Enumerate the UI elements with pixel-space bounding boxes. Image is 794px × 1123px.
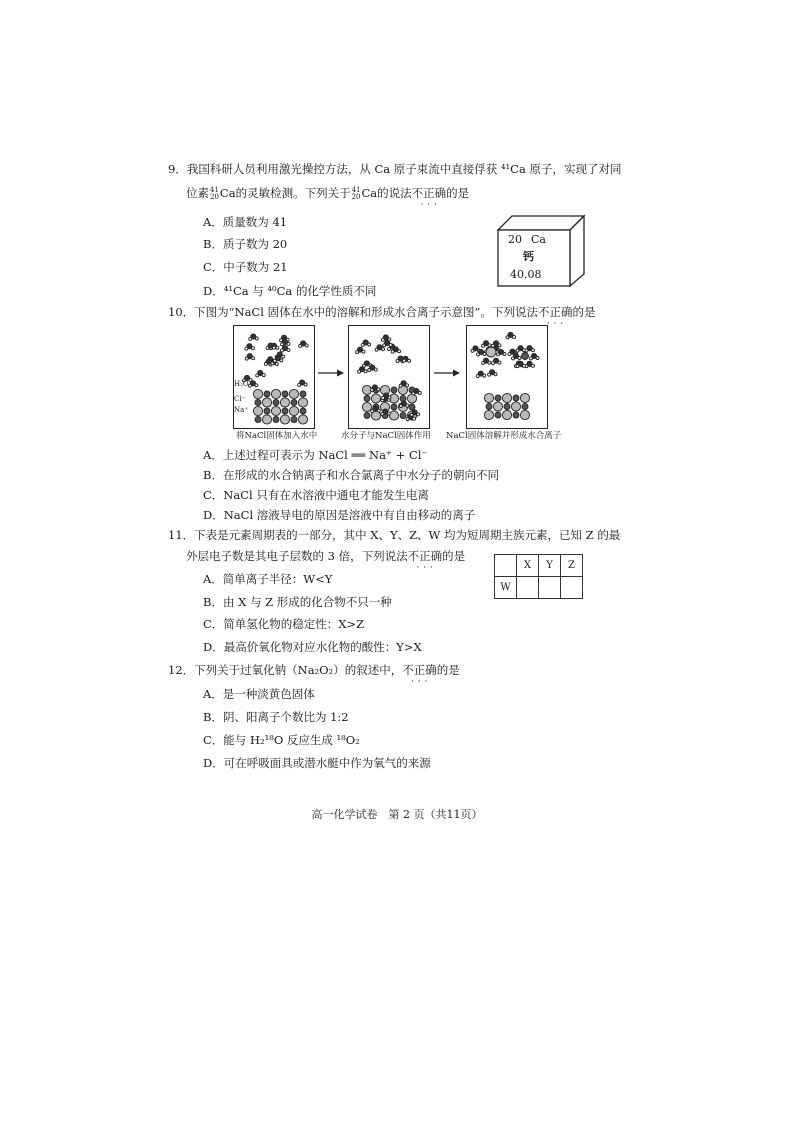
q9-stem-part-a: 位素 (186, 186, 209, 200)
water-hydrogen (497, 353, 500, 356)
water-hydrogen (262, 374, 265, 377)
water-hydrogen (492, 362, 495, 365)
q11-stem-line2 (186, 550, 465, 564)
water-hydrogen (358, 370, 361, 373)
water-hydrogen (396, 359, 399, 362)
sodium-ion (391, 404, 397, 410)
water-hydrogen (255, 384, 258, 387)
q10-option-b: B．在形成的水合钠离子和水合氯离子中水分子的朝向不同 (203, 468, 499, 482)
sodium-ion (255, 400, 261, 406)
water-hydrogen (389, 343, 392, 346)
water-hydrogen (503, 353, 506, 356)
water-hydrogen (383, 344, 386, 347)
chloride-ion (520, 393, 529, 402)
table-cell: Z (561, 555, 583, 577)
q9-stem-part-b: 的灵敏检测。下列关于 (235, 186, 351, 200)
page-footer: 高一化学试卷 第 2 页（共11页） (311, 808, 483, 821)
water-hydrogen (391, 350, 394, 353)
sodium-ion (364, 396, 370, 402)
chloride-ion (502, 410, 511, 419)
water-hydrogen (368, 368, 371, 371)
q9-stem-part-d: 的是 (446, 186, 470, 200)
nacl-panel-3 (466, 325, 548, 429)
q9-isotope-symbol: Ca (219, 186, 236, 200)
chloride-ion (289, 389, 298, 398)
q9-isotope-symbol-2: Ca (361, 186, 378, 200)
chloride-ion (280, 398, 289, 407)
water-hydrogen (482, 344, 485, 347)
water-hydrogen (266, 347, 269, 350)
q10-negation: 不正确 · · · (538, 306, 573, 320)
q11-stem-line1: 11．下表是元素周期表的一部分，其中 X、Y、Z、W 均为短周期主族元素，已知 Z 的最 (168, 528, 621, 542)
label-cl: Cl⁻ (234, 395, 246, 403)
q9-isotope-notation: 41 20 (210, 186, 219, 201)
chloride-ion (271, 389, 280, 398)
water-hydrogen (299, 344, 302, 347)
water-hydrogen (281, 343, 284, 346)
sodium-ion (255, 417, 261, 423)
q10-stem-part-b: 的是 (572, 305, 596, 319)
water-hydrogen (498, 361, 501, 364)
water-hydrogen (488, 361, 491, 364)
water-hydrogen (370, 388, 373, 391)
water-hydrogen (410, 413, 413, 416)
chloride-ion (271, 406, 280, 415)
water-hydrogen (371, 410, 374, 413)
water-hydrogen (387, 412, 390, 415)
water-hydrogen (512, 357, 515, 360)
water-hydrogen (506, 336, 509, 339)
water-hydrogen (508, 353, 511, 356)
chloride-ion (484, 393, 493, 402)
water-hydrogen (477, 353, 480, 356)
sodium-ion (264, 391, 270, 397)
element-mass: 40.08 (510, 268, 542, 281)
table-cell: X (517, 555, 539, 577)
q10-option-d: D．NaCl 溶液导电的原因是溶液中有自由移动的离子 (203, 508, 476, 522)
element-name: 钙 (523, 250, 534, 263)
label-na: Na⁺ (234, 406, 248, 414)
sodium-ion (513, 395, 519, 401)
water-hydrogen (287, 349, 290, 352)
chloride-ion (253, 389, 262, 398)
water-hydrogen (406, 418, 409, 421)
water-hydrogen (280, 359, 283, 362)
water-hydrogen (287, 342, 290, 345)
sodium-ion (486, 404, 492, 410)
chloride-ion (253, 406, 262, 415)
water-hydrogen (525, 349, 528, 352)
water-hydrogen (280, 349, 283, 352)
chloride-ion (371, 394, 380, 403)
sodium-ion (495, 412, 501, 418)
table-cell: Y (539, 555, 561, 577)
chloride-ion (280, 415, 289, 424)
water-hydrogen (398, 350, 401, 353)
sodium-ion (409, 404, 415, 410)
caption-3: NaCl固体溶解并形成水合离子 (446, 431, 562, 441)
q9-option-c: C．中子数为 21 (203, 260, 288, 274)
water-hydrogen (381, 412, 384, 415)
q9-stem-line2 (186, 187, 469, 201)
water-hydrogen (532, 349, 535, 352)
arrow-right-icon (318, 368, 344, 378)
water-hydrogen (488, 373, 491, 376)
calcium-element-cube (496, 212, 586, 288)
water-hydrogen (305, 344, 308, 347)
water-hydrogen (413, 417, 416, 420)
water-hydrogen (523, 364, 526, 367)
water-hydrogen (399, 384, 402, 387)
q9-negation: 不正确 · · · (412, 187, 447, 201)
water-hydrogen (482, 362, 485, 365)
water-hydrogen (488, 344, 491, 347)
water-hydrogen (362, 350, 365, 353)
water-hydrogen (483, 353, 486, 356)
q12-option-d: D．可在呼吸面具或潜水艇中作为氧气的来源 (203, 756, 431, 770)
table-cell (561, 577, 583, 599)
sodium-ion (273, 417, 279, 423)
water-hydrogen (406, 404, 409, 407)
water-hydrogen (498, 344, 501, 347)
water-hydrogen (356, 351, 359, 354)
sodium-ion (291, 400, 297, 406)
q12-stem-part-a: 12．下列关于过氧化钠（Na₂O₂）的叙述中， (168, 663, 403, 677)
q9-option-b: B．质子数为 20 (203, 237, 288, 251)
water-hydrogen (304, 383, 307, 386)
chloride-ion (520, 410, 529, 419)
water-hydrogen (388, 396, 391, 399)
water-hydrogen (381, 338, 384, 341)
water-hydrogen (412, 392, 415, 395)
water-hydrogen (536, 357, 539, 360)
hydrated-chloride-ion (486, 347, 496, 357)
water-hydrogen (408, 359, 411, 362)
water-hydrogen (368, 343, 371, 346)
q9-isotope-notation-2: 41 20 (351, 186, 361, 201)
q11-stem-part-b: 的是 (442, 549, 466, 563)
water-hydrogen (388, 338, 391, 341)
water-hydrogen (374, 368, 377, 371)
water-hydrogen (406, 384, 409, 387)
q11-option-b: B．由 X 与 Z 形成的化合物不只一种 (203, 595, 392, 609)
periodic-table-fragment (494, 554, 583, 599)
sodium-ion (264, 408, 270, 414)
caption-2: 水分子与NaCl固体作用 (341, 431, 431, 441)
water-hydrogen (364, 370, 367, 373)
q12-negation: 不正确 · · · (402, 664, 437, 678)
q10-option-c: C．NaCl 只有在水溶液中通电才能发生电离 (203, 488, 429, 502)
chloride-ion (289, 406, 298, 415)
q9-option-a: A．质量数为 41 (203, 215, 288, 229)
arrow-right-icon-2 (434, 368, 460, 378)
water-hydrogen (298, 383, 301, 386)
chloride-ion (262, 398, 271, 407)
sodium-ion (282, 408, 288, 414)
water-hydrogen (471, 349, 474, 352)
sodium-ion (364, 413, 370, 419)
q10-stem (168, 306, 595, 320)
water-hydrogen (532, 364, 535, 367)
chloride-ion (389, 411, 398, 420)
water-hydrogen (418, 391, 421, 394)
q10-option-a: A．上述过程可表示为 NaCl ══ Na⁺ + Cl⁻ (203, 448, 428, 462)
water-hydrogen (251, 347, 254, 350)
q9-stem-part-c: 的说法 (377, 186, 412, 200)
table-cell (517, 577, 539, 599)
nacl-panel-2 (348, 325, 430, 429)
chloride-ion (298, 398, 307, 407)
sodium-ion (273, 400, 279, 406)
q11-option-a: A．简单离子半径：W<Y (203, 572, 333, 586)
water-hydrogen (377, 409, 380, 412)
q9-stem-line1: 9．我国科研人员利用激光操控方法，从 Ca 原子束流中直接俘获 ⁴¹Ca 原子，实现了对同 (168, 162, 622, 176)
sodium-ion (513, 412, 519, 418)
water-hydrogen (417, 413, 420, 416)
sodium-ion (522, 404, 528, 410)
sodium-ion (400, 396, 406, 402)
q11-option-c: C．简单氢化物的稳定性：X>Z (203, 617, 365, 631)
water-hydrogen (512, 335, 515, 338)
q10-stem-part-a: 10．下图为“NaCl 固体在水中的溶解和形成水合离子示意图”。下列说法 (168, 305, 538, 319)
caption-1: 将NaCl固体加入水中 (236, 431, 318, 441)
water-hydrogen (249, 337, 252, 340)
q9-option-d: D．⁴¹Ca 与 ⁴⁰Ca 的化学性质不同 (203, 284, 377, 298)
chloride-ion (362, 402, 371, 411)
chloride-ion (407, 394, 416, 403)
sodium-ion (282, 391, 288, 397)
chloride-ion (298, 415, 307, 424)
water-hydrogen (494, 373, 497, 376)
hydrated-sodium-ion (522, 353, 529, 360)
water-hydrogen (273, 359, 276, 362)
q11-stem-part-a: 外层电子数是其电子层数的 3 倍，下列说法 (186, 549, 408, 563)
water-hydrogen (476, 375, 479, 378)
water-hydrogen (530, 357, 533, 360)
water-hydrogen (282, 355, 285, 358)
sodium-ion (495, 395, 501, 401)
element-symbol: Ca (531, 233, 546, 246)
panel-2-molecules (349, 326, 429, 428)
water-hydrogen (382, 396, 385, 399)
sodium-ion (300, 391, 306, 397)
sodium-ion (391, 387, 397, 393)
sodium-ion (291, 417, 297, 423)
table-cell (539, 577, 561, 599)
water-hydrogen (256, 374, 259, 377)
water-hydrogen (382, 348, 385, 351)
water-hydrogen (518, 357, 521, 360)
water-hydrogen (276, 346, 279, 349)
chloride-ion (511, 402, 520, 411)
water-hydrogen (255, 337, 258, 340)
q12-stem-part-b: 的是 (436, 663, 460, 677)
q11-option-d: D．最高价氧化物对应水化物的酸性：Y>X (203, 640, 422, 654)
water-hydrogen (388, 347, 391, 350)
water-hydrogen (377, 388, 380, 391)
q12-stem (168, 664, 460, 678)
water-hydrogen (273, 346, 276, 349)
chloride-ion (484, 410, 493, 419)
water-hydrogen (403, 359, 406, 362)
sodium-ion (400, 413, 406, 419)
table-cell (495, 555, 517, 577)
water-hydrogen (264, 362, 267, 365)
water-hydrogen (361, 343, 364, 346)
sodium-ion (300, 408, 306, 414)
water-hydrogen (483, 374, 486, 377)
element-number: 20 (508, 233, 522, 246)
water-hydrogen (516, 349, 519, 352)
chloride-ion (262, 415, 271, 424)
water-hydrogen (245, 347, 248, 350)
label-h2o: H₂O (234, 380, 249, 388)
chloride-ion (502, 393, 511, 402)
q12-option-b: B．阴、阳离子个数比为 1:2 (203, 710, 349, 724)
water-hydrogen (516, 365, 519, 368)
sodium-ion (504, 404, 510, 410)
panel-3-molecules (467, 326, 547, 428)
water-hydrogen (492, 344, 495, 347)
table-row (495, 577, 583, 599)
water-hydrogen (399, 405, 402, 408)
chloride-ion (493, 402, 502, 411)
water-hydrogen (245, 357, 248, 360)
table-cell: W (495, 577, 517, 599)
water-hydrogen (275, 363, 278, 366)
q11-negation: 不正确 · · · (408, 550, 443, 564)
water-hydrogen (375, 348, 378, 351)
water-hydrogen (252, 357, 255, 360)
water-hydrogen (271, 362, 274, 365)
table-row (495, 555, 583, 577)
q12-option-c: C．能与 H₂¹⁸O 反应生成 ¹⁸O₂ (203, 733, 360, 747)
q12-option-a: A．是一种淡黄色固体 (203, 687, 315, 701)
